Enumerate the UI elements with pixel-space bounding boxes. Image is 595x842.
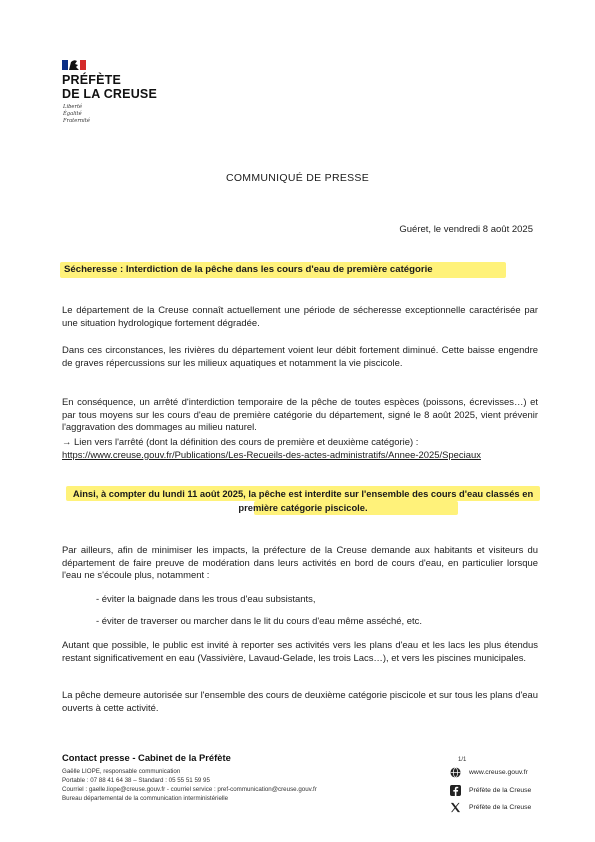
contact-title: Contact presse - Cabinet de la Préfète (62, 752, 231, 763)
arrete-link-block (62, 437, 538, 462)
prefecture-line1: PRÉFÈTE (62, 73, 122, 87)
social-website[interactable] (450, 767, 528, 778)
motto-fraternite: Fraternité (63, 118, 90, 124)
prefecture-name (62, 74, 157, 101)
ban-highlight (66, 484, 542, 518)
social-x[interactable] (450, 802, 531, 813)
social-x-label: Préfète de la Creuse (469, 804, 532, 811)
arrete-link-intro: → Lien vers l'arrêté (dont la définition des cours de première et deuxième catégorie) : (62, 437, 419, 448)
bullet-baignade: - éviter la baignade dans les trous d'eau subsistants, (96, 594, 316, 605)
social-facebook-label: Préfète de la Creuse (469, 787, 532, 794)
bullet-traverser: - éviter de traverser ou marcher dans le lit du cours d'eau même asséché, etc. (96, 616, 422, 627)
ban-highlight-text: Ainsi, à compter du lundi 11 août 2025, la pêche est interdite sur l'ensemble des cours d'eau classés en première catégorie piscicole. (72, 488, 534, 513)
page-number: 1/1 (458, 757, 467, 763)
republic-motto (63, 104, 90, 125)
paragraph-authorized: La pêche demeure autorisée sur l'ensemble des cours de deuxième catégorie piscicole et sur tous les plans d'eau ouverts à cette activité. (62, 690, 538, 714)
subject-text: Sécheresse : Interdiction de la pêche dans les cours d'eau de première catégorie (64, 264, 433, 275)
paragraph-situation: Le département de la Creuse connaît actuellement une période de sécheresse exceptionnelle caractérisée par une situation hydrologique fortement dégradée. (62, 305, 538, 329)
web-icon (450, 767, 461, 778)
subject-highlight (60, 262, 510, 278)
x-icon (450, 802, 461, 813)
arrete-link[interactable]: https://www.creuse.gouv.fr/Publications/Les-Recueils-des-actes-administratifs/Annee-2025/Speciaux (62, 449, 481, 461)
paragraph-recommendations: Par ailleurs, afin de minimiser les impacts, la préfecture de la Creuse demande aux habitants et visiteurs du département de faire preuve de modération dans leurs activités en bord de cours d'eau, en particulier lorsque l'eau ne s'écoule plus, notamment : (62, 545, 538, 582)
document-title: COMMUNIQUÉ DE PRESSE (225, 172, 370, 184)
contact-name: Gaëlle LIOPE, responsable communication (62, 768, 181, 775)
motto-egalite: Égalité (63, 111, 82, 117)
facebook-icon (450, 785, 461, 796)
prefecture-line2: DE LA CREUSE (62, 86, 158, 101)
paragraph-alternatives: Autant que possible, le public est invité à reporter ses activités vers les plans d'eau et les lacs les plus étendus restant significativement en eau (Vassivière, Lavaud-Gelade, les trois Lacs…), et vers les piscines municipales. (62, 640, 538, 664)
contact-email[interactable]: Courriel : gaelle.liope@creuse.gouv.fr - courriel service : pref-communication@creuse.gouv.fr (62, 786, 317, 793)
contact-phone: Portable : 07 88 41 64 38 – Standard : 05 55 51 59 95 (62, 777, 210, 784)
paragraph-circumstances: Dans ces circonstances, les rivières du département voient leur débit fortement diminué. Cette baisse engendre de graves répercussions sur les milieux aquatiques et notamment la vie piscicole. (62, 345, 538, 369)
paragraph-consequence: En conséquence, un arrêté d'interdiction temporaire de la pêche de toutes espèces (poissons, écrevisses…) et par tous moyens sur les cours d'eau de première catégorie du département, signé le 8 août 2025, vient prévenir l'aggravation des dommages au milieu naturel. (62, 397, 538, 434)
social-facebook[interactable] (450, 785, 531, 796)
document-date: Guéret, le vendredi 8 août 2025 (399, 224, 533, 235)
social-website-label: www.creuse.gouv.fr (469, 769, 528, 776)
contact-service: Bureau départemental de la communication interministérielle (62, 795, 229, 802)
motto-liberte: Liberté (63, 104, 83, 110)
marianne-emblem-icon (62, 58, 86, 72)
